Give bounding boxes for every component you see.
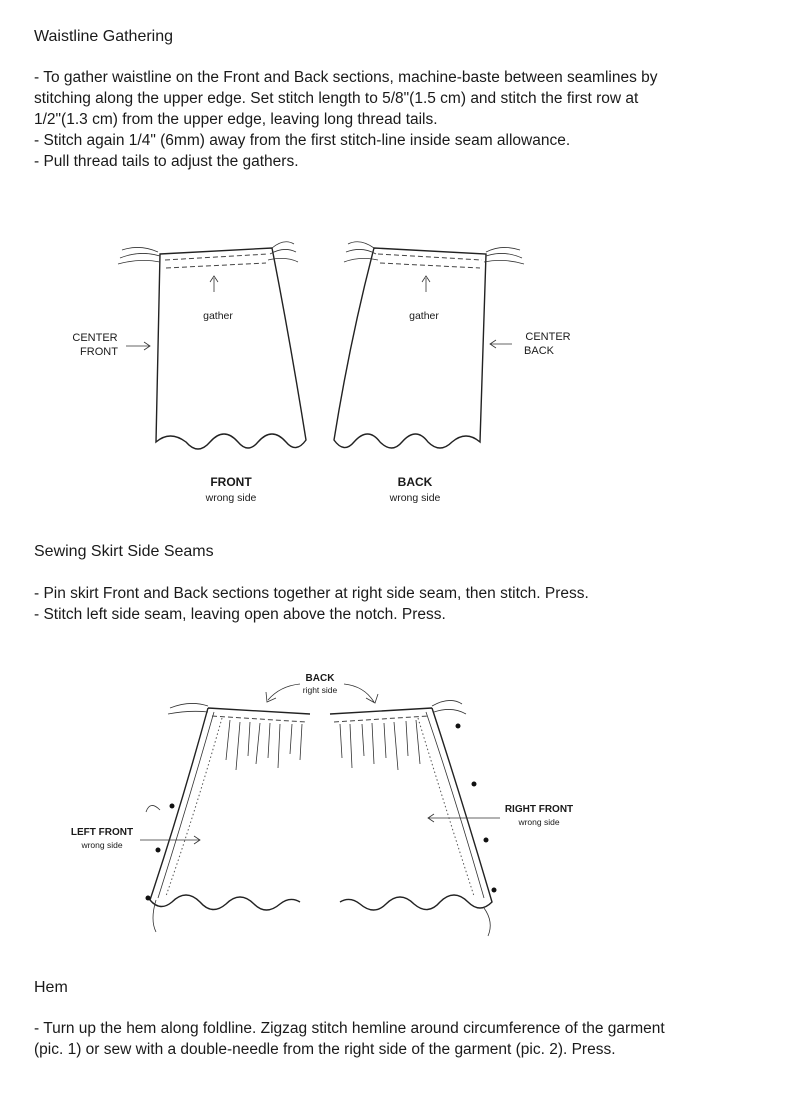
side-seams-heading: Sewing Skirt Side Seams <box>34 543 214 560</box>
gather-label-front: gather <box>203 310 233 322</box>
notch-dot <box>156 848 161 853</box>
front-title: FRONT <box>210 475 252 489</box>
back-arrow-left <box>266 684 300 702</box>
center-back-label: CENTER <box>525 331 571 343</box>
gathering-diagram <box>0 230 794 520</box>
instruction-line: - Pin skirt Front and Back sections together at right side seam, then stitch. Press. <box>34 585 589 602</box>
instruction-line: stitching along the upper edge. Set stitch length to 5/8"(1.5 cm) and stitch the first row at <box>34 90 639 107</box>
instruction-line: - Turn up the hem along foldline. Zigzag stitch hemline around circumference of the garment <box>34 1020 665 1037</box>
left-front-label: LEFT FRONT <box>70 827 134 838</box>
back-arrow-right <box>344 684 378 703</box>
notch-dot <box>472 782 477 787</box>
back-panel-drawing <box>334 242 524 448</box>
instruction-line: (pic. 1) or sew with a double-needle from the right side of the garment (pic. 2). Press. <box>34 1041 616 1058</box>
side-seams-instructions <box>34 583 754 625</box>
gather-label-back: gather <box>409 310 439 322</box>
instruction-line: - Stitch again 1/4" (6mm) away from the first stitch-line inside seam allowance. <box>34 132 571 149</box>
center-front-label: FRONT <box>80 346 118 358</box>
skirt-left-half <box>146 703 311 932</box>
hem-heading: Hem <box>34 979 68 996</box>
notch-dot <box>146 896 151 901</box>
notch-dot <box>456 724 461 729</box>
center-front-arrow <box>126 342 150 350</box>
notch-dot <box>492 888 497 893</box>
instruction-line: 1/2"(1.3 cm) from the upper edge, leaving long thread tails. <box>34 111 438 128</box>
back-title: BACK <box>397 475 433 489</box>
instruction-line: - To gather waistline on the Front and Back sections, machine-baste between seamlines by <box>34 69 658 86</box>
hem-instructions <box>34 1018 754 1060</box>
waistline-instructions <box>34 67 754 172</box>
waistline-heading: Waistline Gathering <box>34 28 174 45</box>
front-subtitle: wrong side <box>205 492 257 504</box>
back-label: BACK <box>305 673 335 684</box>
center-back-label: BACK <box>524 345 554 357</box>
instruction-line: - Stitch left side seam, leaving open above the notch. Press. <box>34 606 446 623</box>
back-sublabel: right side <box>302 685 338 695</box>
center-back-arrow <box>490 340 512 348</box>
right-front-arrow <box>428 814 500 822</box>
left-front-sublabel: wrong side <box>81 840 123 850</box>
notch-dot <box>484 838 489 843</box>
back-subtitle: wrong side <box>389 492 441 504</box>
right-front-label: RIGHT FRONT <box>504 804 574 815</box>
instruction-line: - Pull thread tails to adjust the gathers. <box>34 153 299 170</box>
center-front-label: CENTER <box>72 332 118 344</box>
front-panel-drawing <box>118 242 306 449</box>
side-seam-diagram <box>0 660 794 960</box>
notch-dot <box>170 804 175 809</box>
right-front-sublabel: wrong side <box>518 817 560 827</box>
